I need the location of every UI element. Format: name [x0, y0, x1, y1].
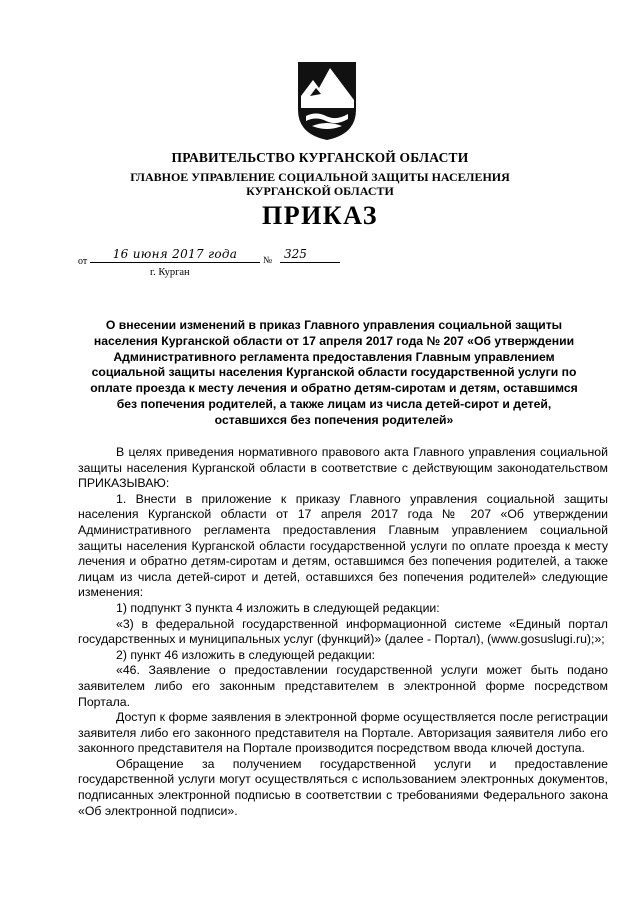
heading-line: Административного регламента предоставления Главным управлением [113, 349, 555, 364]
heading-line: оставшихся без попечения родителей» [214, 412, 454, 427]
city-label: г. Курган [150, 267, 190, 278]
number-prefix: № [263, 256, 273, 266]
order-body [78, 445, 608, 819]
body-paragraph: Доступ к форме заявления в электронной форме осуществляется после регистрации заявителя либо его законного представителя на Портале. Авторизация заявителя либо его законного представителя на Портале производится посредством ввода ключей доступа. [78, 710, 608, 756]
heading-line: социальной защиты населения Курганской области государственной услуги по [91, 365, 577, 380]
body-paragraph: 1. Внести в приложение к приказу Главного управления социальной защиты населения Курганской области от 17 апреля 2017 года № 207 «Об утверждении Административного регламента предоставления Главным управлением социальной защиты населения Курганской области государственной услуги по оплате проезда к месту лечения и обратно детям-сиротам и детям, оставшимся без попечения родителей, а также лицам из числа детей-сирот и детей, оставшихся без попечения родителей» следующие изменения: [78, 491, 608, 600]
body-paragraph: 1) подпункт 3 пункта 4 изложить в следующей редакции: [116, 600, 440, 615]
order-date-handwritten: 16 июня 2017 года [90, 247, 260, 263]
heading-line: без попечения родителей, а также лицам из числа детей-сирот и детей, [116, 396, 552, 411]
org-name-line3: КУРГАНСКОЙ ОБЛАСТИ [246, 184, 394, 198]
order-number-handwritten: 325 [280, 247, 340, 263]
heading-line: населения Курганской области от 17 апреля 2017 года № 207 «Об утверждении [93, 333, 575, 348]
date-prefix: от [78, 256, 88, 267]
coat-of-arms-icon [296, 56, 358, 142]
body-paragraph: В целях приведения нормативного правового акта Главного управления социальной защиты населения Курганской области в соответствие с действующим законодательством ПРИКАЗЫВАЮ: [78, 445, 608, 491]
body-paragraph: «3) в федеральной государственной информационной системе «Единый портал государственных и муниципальных услуг (функций)» (далее - Портал), (www.gosuslugi.ru);»; [78, 616, 608, 647]
body-paragraph: 2) пункт 46 изложить в следующей редакции: [116, 647, 376, 662]
org-name-line1: ПРАВИТЕЛЬСТВО КУРГАНСКОЙ ОБЛАСТИ [171, 150, 469, 165]
heading-line: О внесении изменений в приказ Главного управления социальной защиты [105, 318, 563, 332]
order-date-number-line [78, 247, 348, 267]
order-heading [74, 318, 594, 429]
org-name-line2: ГЛАВНОЕ УПРАВЛЕНИЕ СОЦИАЛЬНОЙ ЗАЩИТЫ НАСЕЛЕНИЯ [130, 170, 510, 184]
body-paragraph: «46. Заявление о предоставлении государственной услуги может быть подано заявителем либо его законным представителем в электронной форме посредством Портала. [78, 663, 608, 709]
body-paragraph: Обращение за получением государственной услуги и предоставление государственной услуги могут осуществляться с использованием электронных документов, подписанных электронной подписью в соответствии с требованиями Федерального закона «Об электронной подписи». [78, 756, 608, 818]
document-type-title: ПРИКАЗ [261, 201, 379, 230]
heading-line: оплате проезда к месту лечения и обратно детям-сиротам и детям, оставшимся [90, 381, 578, 396]
